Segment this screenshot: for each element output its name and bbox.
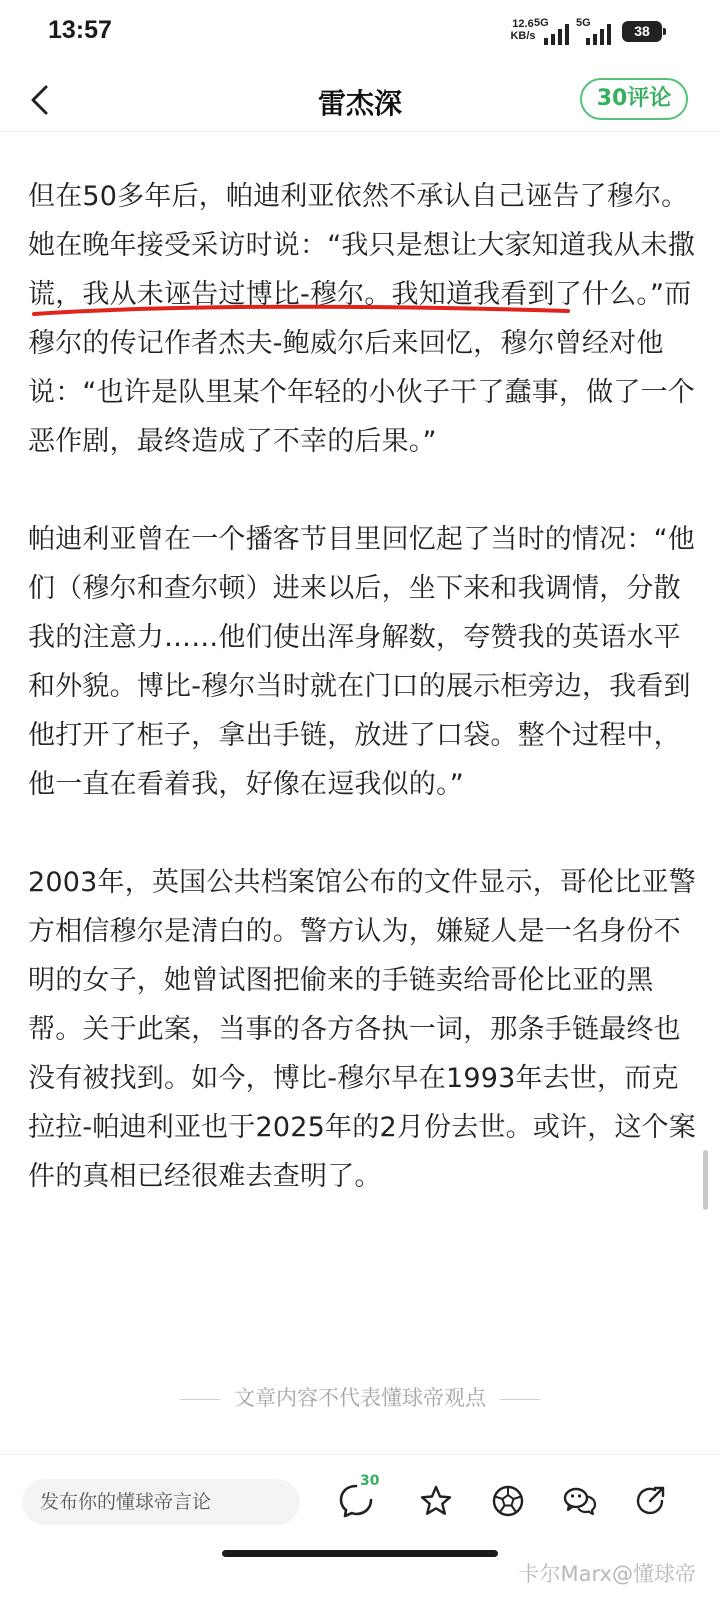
article-paragraph-3: 2003年，英国公共档案馆公布的文件显示，哥伦比亚警方相信穆尔是清白的。警方认为，嫌疑人是一名身份不明的女子，她曾试图把偷来的手链卖给哥伦比亚的黑帮。关于此案，当事的各方各执一词，那条手链最终也没有被找到。如今，博比-穆尔早在1993年去世，而克拉拉-帕迪利亚也于2025年的2月份去世。或许，这个案件的真相已经很难去查明了。 (28, 867, 697, 1192)
football-icon (491, 1484, 525, 1518)
star-icon (419, 1484, 453, 1518)
battery-icon (622, 21, 662, 42)
status-bar (0, 0, 720, 66)
article-paragraph-2: 帕迪利亚曾在一个播客节目里回忆起了当时的情况：“他们（穆尔和查尔顿）进来以后，坐下来和我调情，分散我的注意力……他们使出浑身解数，夸赞我的英语水平和外貌。博比-穆尔当时就在门口的展示柜旁边，我看到他打开了柜子，拿出手链，放进了口袋。整个过程中，他一直在看着我，好像在逗我似的。” (28, 524, 695, 800)
nav-bar (0, 66, 720, 132)
home-indicator[interactable] (222, 1550, 498, 1557)
comment-count-badge: 30 (360, 1473, 380, 1489)
scrollbar-thumb[interactable] (703, 1150, 708, 1210)
article-paragraph-1: 但在50多年后，帕迪利亚依然不承认自己诬告了穆尔。她在晚年接受采访时说：“我只是想让大家知道我从未撒谎，我从未诬告过博比-穆尔。我知道我看到了什么。”而穆尔的传记作者杰夫-鲍威尔后来回忆，穆尔曾经对他说：“也许是队里某个年轻的小伙子干了蠢事，做了一个恶作剧，最终造成了不幸的后果。” (28, 181, 695, 457)
network-speed-value: 12.6 (512, 18, 534, 30)
divider-left (180, 1399, 220, 1400)
dongqiudi-share-button[interactable] (488, 1481, 528, 1521)
comment-input[interactable]: 发布你的懂球帝言论 (22, 1479, 300, 1525)
wechat-icon (562, 1484, 598, 1518)
signal-1-icon (534, 17, 572, 45)
handwritten-underline-mark (32, 302, 572, 322)
comments-button[interactable]: 30评论 (580, 78, 688, 120)
page-title: 雷杰深 (317, 87, 402, 120)
signal-1-label: 5G (534, 17, 549, 29)
wechat-share-button[interactable] (560, 1481, 600, 1521)
watermark: 卡尔Marx@懂球帝 (518, 1562, 696, 1586)
share-button[interactable] (632, 1481, 672, 1521)
bottom-action-bar (0, 1454, 720, 1600)
signal-2-label: 5G (576, 17, 591, 29)
share-icon (635, 1484, 669, 1518)
favorite-button[interactable] (416, 1481, 456, 1521)
signal-2-icon (576, 17, 614, 45)
article-body (28, 172, 698, 1250)
network-speed-unit: KB/s (510, 30, 536, 42)
battery-level: 38 (634, 23, 650, 39)
status-time: 13:57 (48, 16, 112, 44)
divider-right (500, 1399, 540, 1400)
article-disclaimer (0, 1382, 720, 1412)
disclaimer-text: 文章内容不代表懂球帝观点 (234, 1386, 486, 1410)
battery-cap (663, 28, 666, 35)
